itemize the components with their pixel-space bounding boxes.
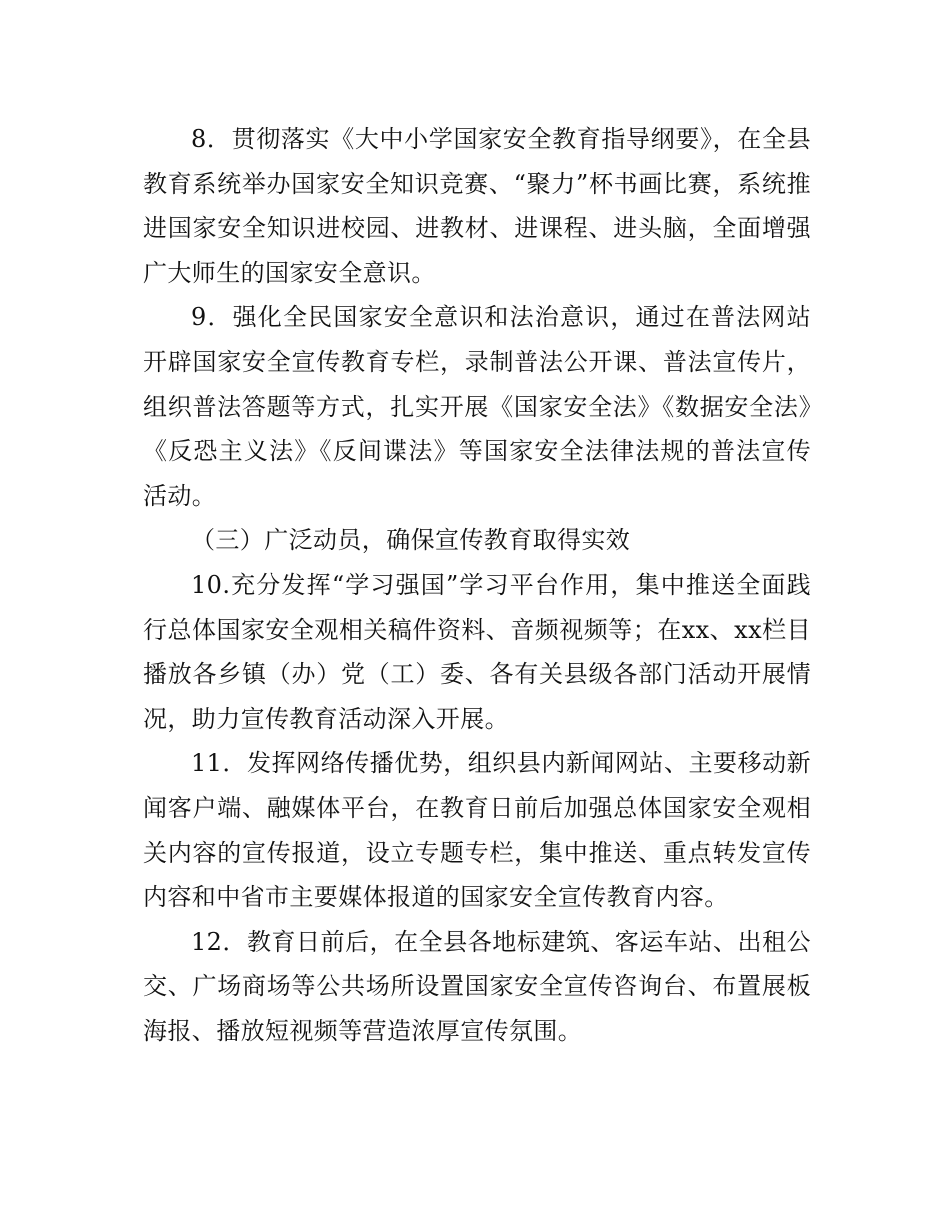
paragraph-item-8: 8．贯彻落实《大中小学国家安全教育指导纲要》，在全县教育系统举办国家安全知识竞赛、“聚力”杯书画比赛，系统推进国家安全知识进校园、进教材、进课程、进头脑，全面增强广大师生的国家安全意识。 — [143, 125, 811, 287]
paragraph-item-12: 12．教育日前后，在全县各地标建筑、客运车站、出租公交、广场商场等公共场所设置国家安全宣传咨询台、布置展板海报、播放短视频等营造浓厚宣传氛围。 — [143, 927, 811, 1045]
paragraph-item-9: 9．强化全民国家安全意识和法治意识，通过在普法网站开辟国家安全宣传教育专栏，录制普法公开课、普法宣传片，组织普法答题等方式，扎实开展《国家安全法》《数据安全法》《反恐主义法》《反间谍法》等国家安全法律法规的普法宣传活动。 — [143, 303, 811, 510]
paragraph-item-11: 11．发挥网络传播优势，组织县内新闻网站、主要移动新闻客户端、融媒体平台，在教育日前后加强总体国家安全观相关内容的宣传报道，设立专题专栏，集中推送、重点转发宣传内容和中省市主要媒体报道的国家安全宣传教育内容。 — [143, 749, 811, 912]
document-body — [143, 117, 811, 1053]
section-heading-3: （三）广泛动员，确保宣传教育取得实效 — [191, 526, 631, 555]
paragraph-item-10: 10.充分发挥“学习强国”学习平台作用，集中推送全面践行总体国家安全观相关稿件资料、音频视频等；在xx、xx栏目播放各乡镇（办）党（工）委、各有关县级各部门活动开展情况，助力宣传教育活动深入开展。 — [143, 570, 811, 733]
